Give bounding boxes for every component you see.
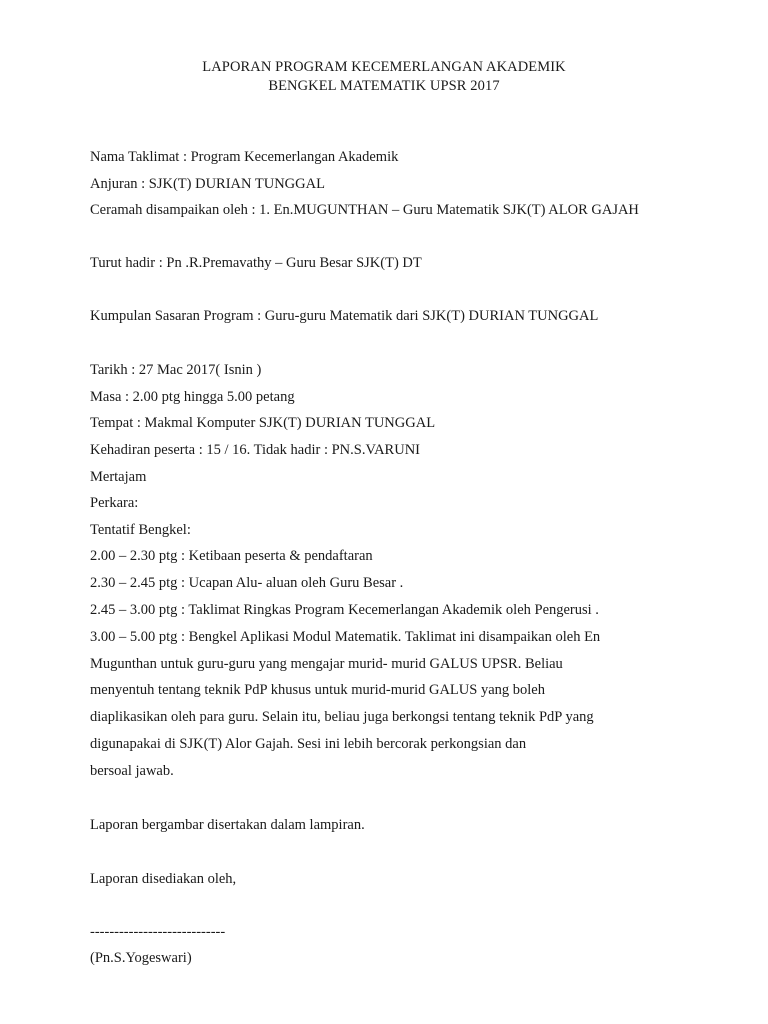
briefing-name: Nama Taklimat : Program Kecemerlangan Akademik bbox=[90, 149, 399, 165]
schedule-line: digunapakai di SJK(T) Alor Gajah. Sesi ini lebih bercorak perkongsian dan bbox=[90, 736, 527, 752]
report-subtitle: BENGKEL MATEMATIK UPSR 2017 bbox=[268, 78, 500, 94]
schedule-line: diaplikasikan oleh para guru. Selain itu, beliau juga berkongsi tentang teknik PdP yang bbox=[90, 709, 594, 725]
prepared-by: Laporan disediakan oleh, bbox=[90, 871, 237, 887]
schedule-line: 2.45 – 3.00 ptg : Taklimat Ringkas Program Kecemerlangan Akademik oleh Pengerusi . bbox=[90, 602, 599, 618]
date: Tarikh : 27 Mac 2017( Isnin ) bbox=[90, 362, 262, 378]
venue: Tempat : Makmal Komputer SJK(T) DURIAN TUNGGAL bbox=[90, 415, 436, 431]
schedule-line: 2.00 – 2.30 ptg : Ketibaan peserta & pendaftaran bbox=[90, 548, 373, 564]
organizer: Anjuran : SJK(T) DURIAN TUNGGAL bbox=[90, 176, 325, 192]
schedule-line: Mugunthan untuk guru-guru yang mengajar murid- murid GALUS UPSR. Beliau bbox=[90, 656, 563, 672]
schedule-line: 3.00 – 5.00 ptg : Bengkel Aplikasi Modul Matematik. Taklimat ini disampaikan oleh En bbox=[90, 629, 601, 645]
attachment-note: Laporan bergambar disertakan dalam lampiran. bbox=[90, 817, 365, 833]
report-title: LAPORAN PROGRAM KECEMERLANGAN AKADEMIK bbox=[202, 59, 566, 75]
signature-line: ---------------------------- bbox=[90, 924, 226, 940]
matter-heading: Perkara: bbox=[90, 495, 139, 511]
schedule-heading: Tentatif Bengkel: bbox=[90, 522, 191, 538]
schedule-line: menyentuh tentang teknik PdP khusus untuk murid-murid GALUS yang boleh bbox=[90, 682, 545, 698]
attendance-continued: Mertajam bbox=[90, 469, 147, 485]
attendees: Turut hadir : Pn .R.Premavathy – Guru Besar SJK(T) DT bbox=[90, 255, 422, 271]
signatory-name: (Pn.S.Yogeswari) bbox=[90, 950, 192, 966]
speaker: Ceramah disampaikan oleh : 1. En.MUGUNTHAN – Guru Matematik SJK(T) ALOR GAJAH bbox=[90, 202, 639, 218]
schedule-line: 2.30 – 2.45 ptg : Ucapan Alu- aluan oleh Guru Besar . bbox=[90, 575, 404, 591]
schedule-line: bersoal jawab. bbox=[90, 763, 174, 779]
target-group: Kumpulan Sasaran Program : Guru-guru Matematik dari SJK(T) DURIAN TUNGGAL bbox=[90, 308, 599, 324]
attendance: Kehadiran peserta : 15 / 16. Tidak hadir : PN.S.VARUNI bbox=[90, 442, 420, 458]
time: Masa : 2.00 ptg hingga 5.00 petang bbox=[90, 389, 295, 405]
